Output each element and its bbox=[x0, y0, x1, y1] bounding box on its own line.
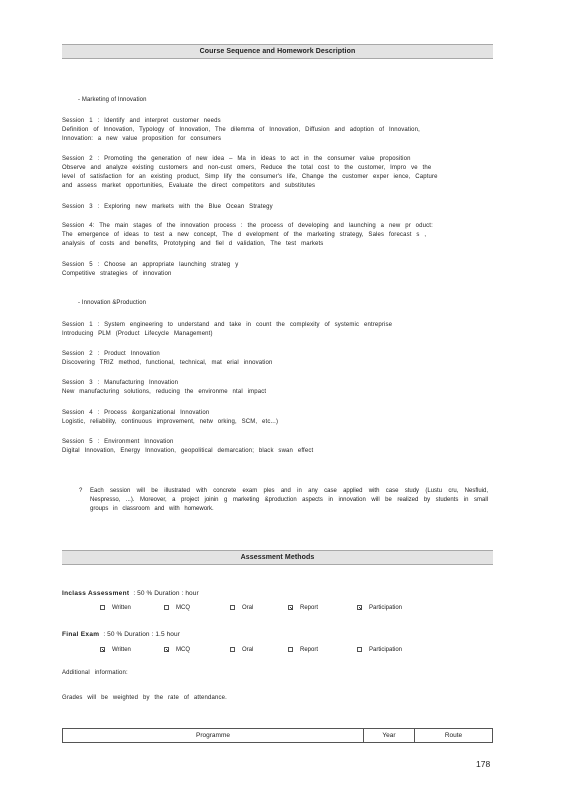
checkbox[interactable] bbox=[100, 605, 105, 610]
text-line: Session 3 : Exploring new markets with the Blue Ocean Strategy bbox=[62, 204, 273, 210]
assessment-methods-header: Assessment Methods bbox=[62, 550, 493, 565]
final-exam-label bbox=[62, 631, 180, 638]
m1-session-4 bbox=[62, 222, 492, 249]
table-header-row bbox=[63, 729, 493, 743]
m1-session-5 bbox=[62, 261, 492, 279]
option-label: MCQ bbox=[176, 647, 190, 653]
option-label: Participation bbox=[369, 647, 403, 653]
text-line: and assess market opportunities, Evaluate the direct competitors and substitutes bbox=[62, 183, 316, 189]
option-label: Report bbox=[300, 647, 319, 653]
text-line: Introducing PLM (Product Lifecycle Management) bbox=[62, 331, 213, 337]
text-line: Session 2 : Product Innovation bbox=[62, 351, 160, 357]
text-line: Session 1 : System engineering to understand and take in count the complexity of systemic entreprise bbox=[62, 322, 393, 328]
option-label: Oral bbox=[242, 647, 254, 653]
m2-session-4 bbox=[62, 409, 492, 427]
option-label: Written bbox=[112, 647, 131, 653]
checkbox[interactable] bbox=[357, 647, 362, 652]
text-line: New manufacturing solutions, reducing the environme ntal impact bbox=[62, 389, 267, 395]
inclass-option-oral[interactable] bbox=[230, 605, 253, 611]
text-line: Session 5 : Environment Innovation bbox=[62, 439, 174, 445]
m1-session-1 bbox=[62, 117, 492, 144]
text-line: Competitive strategies of innovation bbox=[62, 271, 172, 277]
final-option-oral[interactable] bbox=[230, 647, 253, 653]
session-note bbox=[79, 487, 491, 514]
text-line: Session 1 : Identify and interpret customer needs bbox=[62, 118, 221, 124]
final-label: Final Exam bbox=[62, 631, 100, 638]
final-detail: : 50 % Duration : 1.5 hour bbox=[103, 631, 180, 638]
text-line: Discovering TRIZ method, functional, technical, mat erial innovation bbox=[62, 360, 273, 366]
inclass-option-participation[interactable] bbox=[357, 605, 402, 611]
text-line: The emergence of ideas to test a new concept, The d evelopment of the marketing strategy, Sales forecast s , bbox=[62, 232, 427, 238]
checkbox[interactable] bbox=[230, 605, 235, 610]
course-sequence-header: Course Sequence and Homework Description bbox=[62, 44, 493, 59]
m2-session-1 bbox=[62, 321, 492, 339]
option-label: Oral bbox=[242, 605, 254, 611]
final-option-report[interactable] bbox=[288, 647, 318, 653]
grades-note: Grades will be weighted by the rate of attendance. bbox=[62, 695, 227, 701]
final-option-participation[interactable] bbox=[357, 647, 402, 653]
inclass-detail: : 50 % Duration : hour bbox=[133, 590, 199, 597]
programme-table bbox=[62, 728, 493, 743]
inclass-assessment-label bbox=[62, 590, 199, 597]
checkbox-checked[interactable] bbox=[288, 605, 293, 610]
text-line: Logistic, reliability, continuous improvement, netw orking, SCM, etc...) bbox=[62, 419, 279, 425]
m2-session-2 bbox=[62, 350, 492, 368]
year-header: Year bbox=[364, 729, 415, 743]
m1-session-3 bbox=[62, 203, 492, 212]
option-label: Written bbox=[112, 605, 131, 611]
note-bullet: ? bbox=[79, 488, 83, 494]
checkbox[interactable] bbox=[164, 605, 169, 610]
final-option-mcq[interactable] bbox=[164, 647, 190, 653]
text-line: Definition of Innovation, Typology of Innovation, The dilemma of Innovation, Diffusion and adoption of Innovation, bbox=[62, 127, 420, 133]
text-line: Session 4 : Process &organizational Innovation bbox=[62, 410, 210, 416]
text-line: Session 5 : Choose an appropriate launching strateg y bbox=[62, 262, 239, 268]
checkbox[interactable] bbox=[288, 647, 293, 652]
m1-session-2 bbox=[62, 155, 492, 191]
checkbox[interactable] bbox=[230, 647, 235, 652]
final-option-written[interactable] bbox=[100, 647, 131, 653]
text-line: Observe and analyze existing customers and non-cust omers, Reduce the total cost to the customer, Impro ve the bbox=[62, 165, 432, 171]
text-line: Session 2 : Promoting the generation of new idea – Ma in ideas to act in the consumer value proposition bbox=[62, 156, 411, 162]
checkbox-checked[interactable] bbox=[164, 647, 169, 652]
m2-session-3 bbox=[62, 379, 492, 397]
text-line: Session 4: The main stages of the innovation process : the process of developing and launching a new pr oduct: bbox=[62, 223, 433, 229]
option-label: MCQ bbox=[176, 605, 190, 611]
route-header: Route bbox=[415, 729, 493, 743]
module-innovation-production-heading: - Innovation &Production bbox=[78, 300, 147, 306]
text-line: level of satisfaction for an existing product, Simp lify the consumer's life, Change the customer exper ience, Capture bbox=[62, 174, 438, 180]
text-line: Digital Innovation, Energy Innovation, geopolitical demarcation; black swan effect bbox=[62, 448, 314, 454]
text-line: Session 3 : Manufacturing Innovation bbox=[62, 380, 179, 386]
checkbox-checked[interactable] bbox=[357, 605, 362, 610]
note-text: Each session will be illustrated with concrete exam ples and in any case applied with case study (Lustu cru, Nesfluid, Nespresso, ...). Moreover, a project joinin g marketing &production aspects in innovation will be realized by students in small groups in classroom and with homework. bbox=[90, 488, 488, 512]
text-line: Innovation: a new value proposition for consumers bbox=[62, 136, 222, 142]
inclass-option-written[interactable] bbox=[100, 605, 131, 611]
option-label: Report bbox=[300, 605, 319, 611]
inclass-label: Inclass Assessment bbox=[62, 590, 130, 597]
page-number: 178 bbox=[476, 759, 491, 769]
m2-session-5 bbox=[62, 438, 492, 456]
inclass-option-mcq[interactable] bbox=[164, 605, 190, 611]
programme-header: Programme bbox=[63, 729, 364, 743]
checkbox-checked[interactable] bbox=[100, 647, 105, 652]
inclass-option-report[interactable] bbox=[288, 605, 318, 611]
text-line: analysis of costs and benefits, Prototyping and fiel d validation, The test markets bbox=[62, 241, 324, 247]
additional-information: Additional information: bbox=[62, 670, 128, 676]
module-marketing-heading: - Marketing of Innovation bbox=[78, 97, 147, 103]
option-label: Participation bbox=[369, 605, 403, 611]
